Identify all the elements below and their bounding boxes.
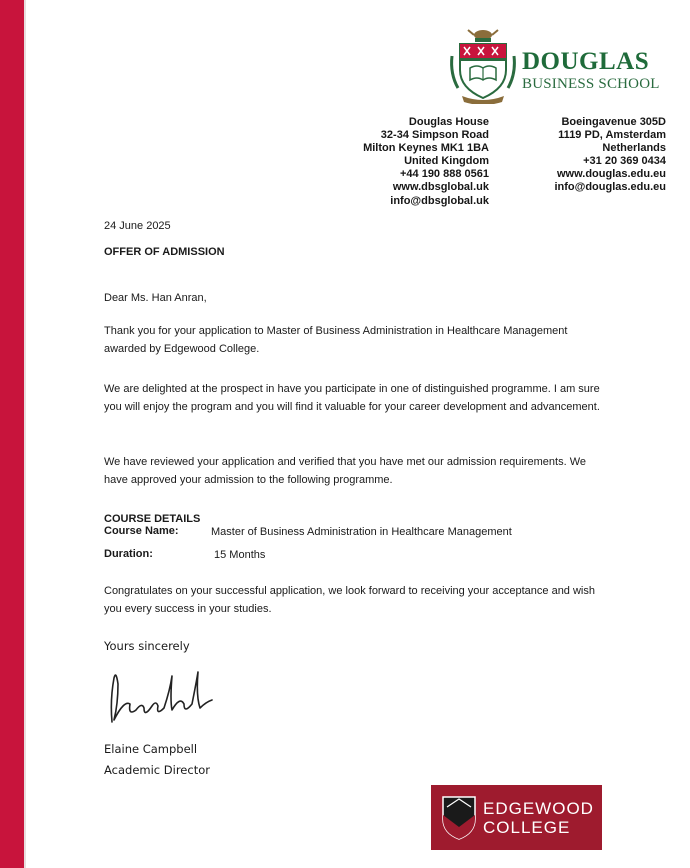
phone-number: +31 20 369 0434 — [583, 155, 666, 168]
paragraph-application: Thank you for your application to Master of Business Administration in Healthcare Management awarded by Edgewood College. — [104, 325, 568, 355]
closing: Yours sincerely — [104, 639, 190, 653]
address-line: Boeingavenue 305D — [561, 116, 666, 128]
letter-title: OFFER OF ADMISSION — [104, 246, 225, 258]
address-line: Douglas House — [408, 116, 489, 128]
partner-name: EDGEWOOD — [483, 799, 594, 818]
signer-title: Academic Director — [104, 763, 210, 777]
address-line: 1119 PD, Amsterdam — [558, 129, 666, 142]
douglas-logo — [448, 26, 680, 106]
partner-name-line2: COLLEGE — [483, 818, 571, 837]
salutation: Dear Ms. Han Anran, — [104, 292, 207, 304]
email-link[interactable]: info@dbsglobal.uk — [390, 194, 489, 207]
signer-name: Elaine Campbell — [104, 742, 198, 756]
letter-date: 24 June 2025 — [104, 220, 171, 232]
course-name-value: Master of Business Administration in Healthcare Management — [211, 526, 512, 538]
address-uk — [363, 116, 489, 208]
course-name-label: Course Name: — [104, 525, 179, 537]
address-line: Milton Keynes MK1 1BA — [363, 142, 489, 155]
left-accent-edge — [24, 0, 26, 868]
left-accent-bar — [0, 0, 24, 868]
school-name: DOUGLAS — [522, 48, 650, 75]
signature-image — [100, 660, 220, 730]
duration-value: 15 Months — [214, 549, 266, 561]
duration-label: Duration: — [104, 548, 153, 560]
address-line: 32-34 Simpson Road — [380, 129, 489, 142]
address-nl — [554, 116, 666, 195]
website-link[interactable]: www.douglas.edu.eu — [557, 168, 666, 181]
paragraph-approval: We have reviewed your application and verified that you have met our admission requirements. We have approved your admission to the following programme. — [104, 456, 587, 486]
edgewood-logo — [431, 785, 602, 850]
paragraph-welcome: We are delighted at the prospect in have you participate in one of distinguished programme. I am sure you will enjoy the program and you will find it valuable for your career development and advancement. — [104, 383, 600, 413]
school-subtitle: BUSINESS SCHOOL — [522, 76, 660, 92]
paragraph-congratulations: Congratulates on your successful application, we look forward to receiving your acceptance and wish you every success in your studies. — [104, 585, 595, 615]
website-link[interactable]: www.dbsglobal.uk — [392, 181, 489, 194]
school-crest-icon — [448, 26, 518, 104]
address-line: Netherlands — [602, 142, 666, 155]
edgewood-shield-icon — [441, 795, 477, 841]
phone-number: +44 190 888 0561 — [399, 168, 489, 181]
address-line: United Kingdom — [404, 155, 489, 168]
course-details-heading: COURSE DETAILS — [104, 513, 201, 525]
email-link[interactable]: info@douglas.edu.eu — [554, 181, 666, 194]
